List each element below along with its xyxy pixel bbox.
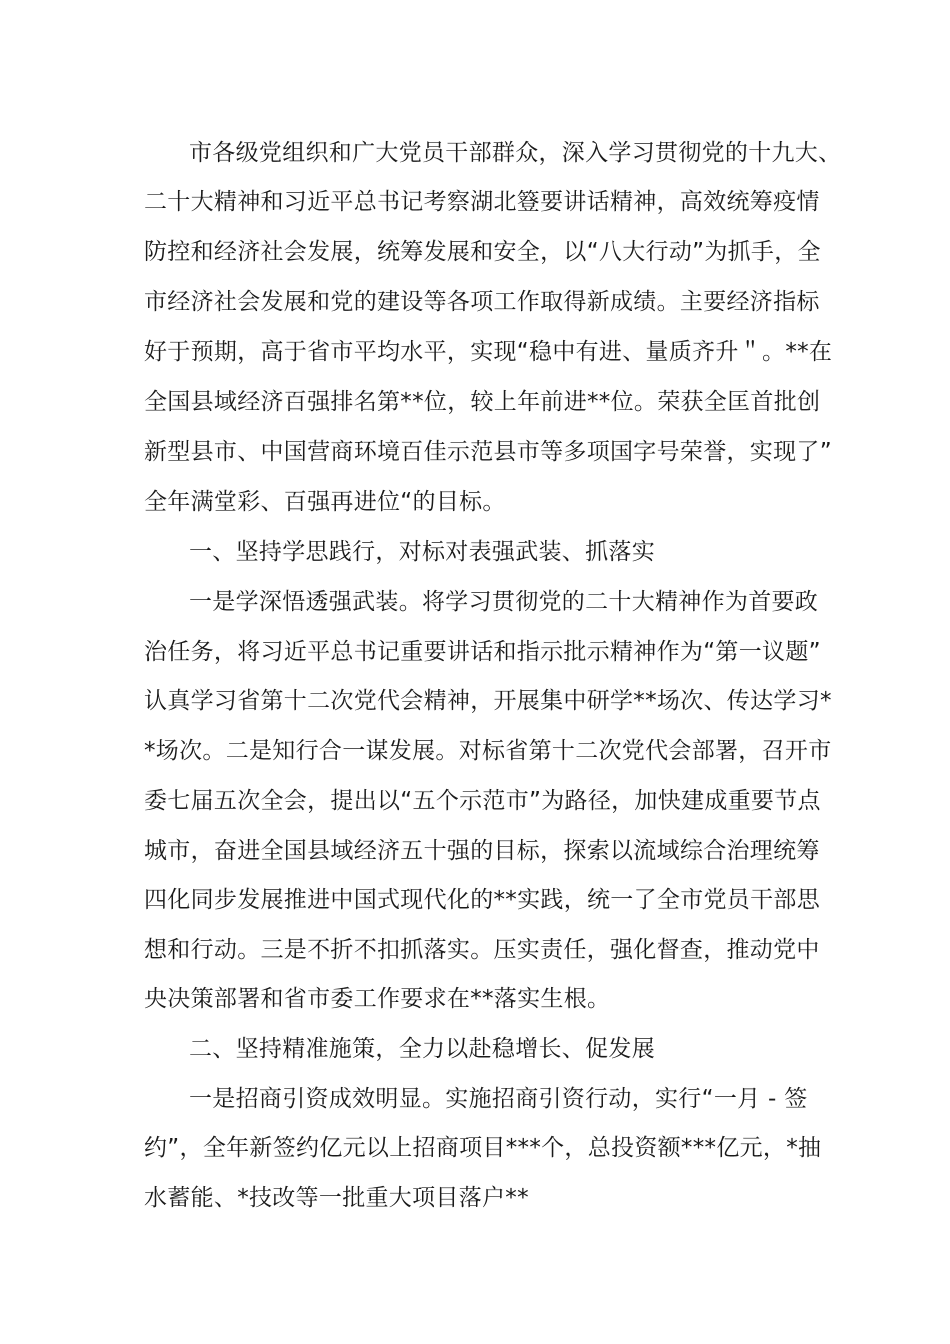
paragraph-2-line-6: 城市，奋进全国县域经济五十强的目标，探索以流域综合治理统筹 xyxy=(144,838,820,864)
paragraph-1-line-4: 市经济社会发展和党的建设等各项工作取得新成绩。主要经济指标 xyxy=(144,289,820,315)
paragraph-1-line-2: 二十大精神和习近平总书记考察湖北簦要讲话精神，高效统筹疫情 xyxy=(144,189,820,215)
paragraph-1-line-1: 市各级党组织和广大党员干部群众，深入学习贯彻党的十九大、 xyxy=(189,140,842,166)
paragraph-2-line-9: 央决策部署和省市委工作要求在**落实生根。 xyxy=(144,986,611,1012)
paragraph-2-line-2: 治任务，将习近平总书记重要讲话和指示批示精神作为“第一议题” xyxy=(144,639,821,665)
paragraph-1-line-8: 全年满堂彩、百强再进位“的目标。 xyxy=(144,489,506,515)
paragraph-2-line-8: 想和行动。三是不折不扣抓落实。压实责任，强化督查，推动党中 xyxy=(144,937,820,963)
paragraph-3-line-1: 一是招商引资成效明显。实施招商引资行动，实行“一月 - 签 xyxy=(189,1086,808,1112)
section-heading-2: 二、坚持精准施策，全力以赴稳增长、促发展 xyxy=(189,1036,655,1062)
paragraph-2-line-5: 委七届五次全会，提出以“五个示范市”为路径，加快建成重要节点 xyxy=(144,788,821,814)
paragraph-2-line-3: 认真学习省第十二次党代会精神，开展集中研学**场次、传达学习* xyxy=(144,688,832,714)
paragraph-2-line-4: *场次。二是知行合一谋发展。对标省第十二次党代会部署，召开市 xyxy=(144,738,832,764)
paragraph-2-line-1: 一是学深悟透强武装。将学习贯彻党的二十大精神作为首要政 xyxy=(189,589,819,615)
section-heading-1: 一、坚持学思践行，对标对表强武装、抓落实 xyxy=(189,539,655,565)
paragraph-3-line-2: 约”，全年新签约亿元以上招商项目***个，总投资额***亿元，*抽 xyxy=(144,1135,822,1161)
paragraph-1-line-3: 防控和经济社会发展，统筹发展和安全，以“八大行动”为抓手，全 xyxy=(144,239,821,265)
paragraph-1-line-7: 新型县市、中国营商环境百佳示范县市等多项国字号荣誉，实现了” xyxy=(144,439,832,465)
paragraph-1-line-5: 好于预期，高于省市平均水平，实现“稳中有进、量质齐升＂。**在 xyxy=(144,339,833,365)
paragraph-3-line-3: 水蓄能、*技改等一批重大项目落户** xyxy=(144,1185,529,1211)
paragraph-2-line-7: 四化同步发展推进中国式现代化的**实践，统一了全市党员干部思 xyxy=(144,887,820,913)
paragraph-1-line-6: 全国县域经济百强排名第**位，较上年前进**位。荣获全匡首批创 xyxy=(144,389,821,415)
